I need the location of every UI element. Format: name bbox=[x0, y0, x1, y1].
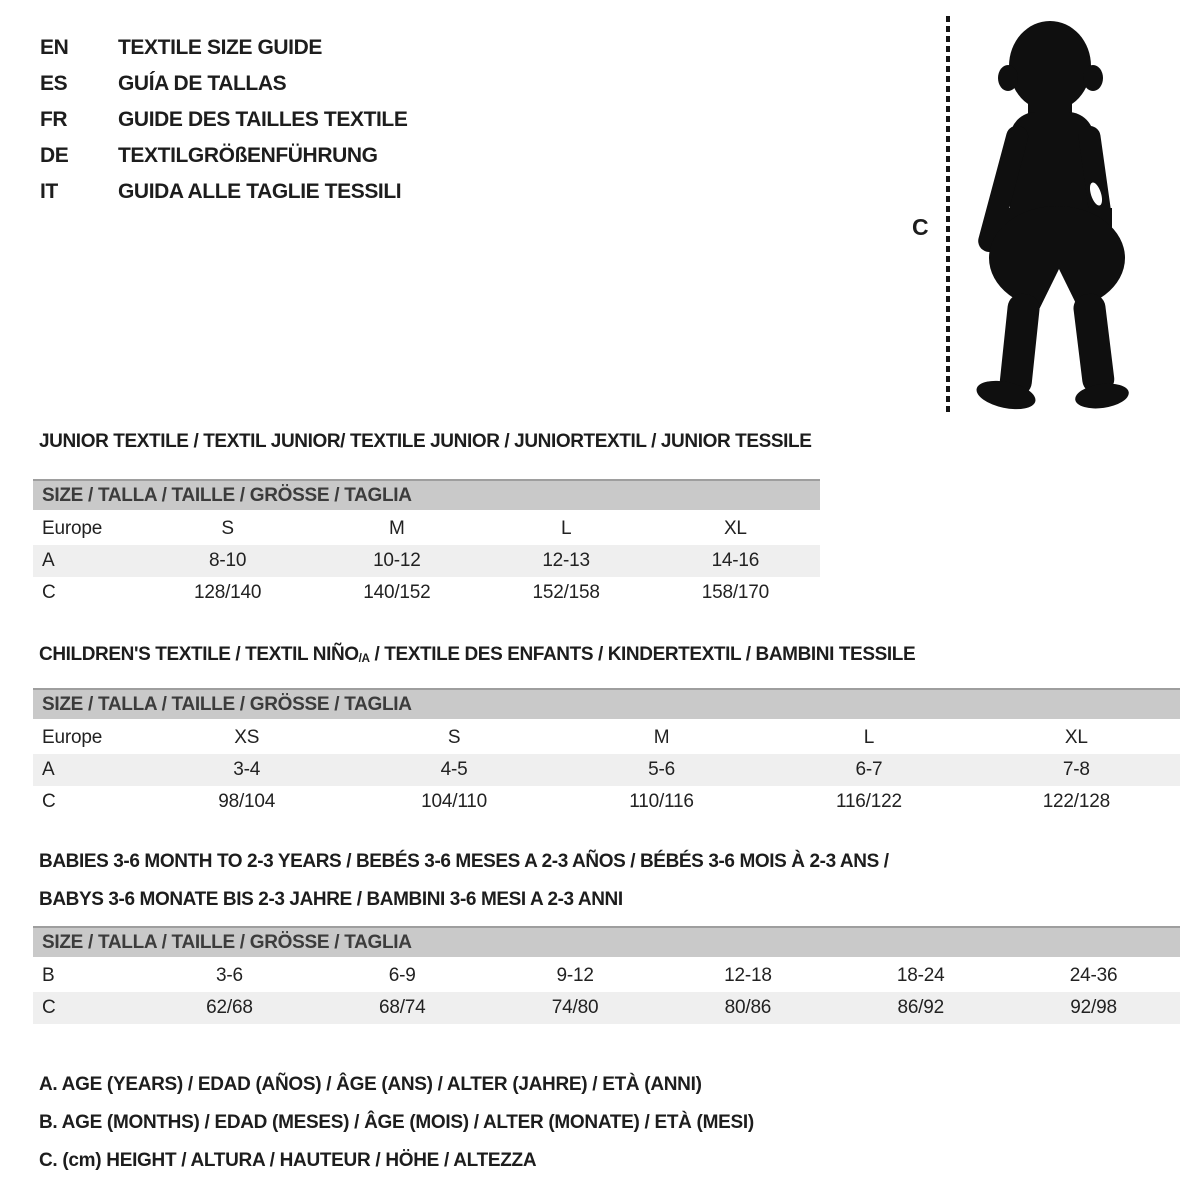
table-cell: 140/152 bbox=[363, 582, 431, 603]
table-cell: 7-8 bbox=[1062, 759, 1090, 780]
babies-title-line-2: BABYS 3-6 MONATE BIS 2-3 JAHRE / BAMBINI 3-6 MESI A 2-3 ANNI bbox=[39, 889, 623, 910]
language-row-en bbox=[40, 30, 407, 66]
guide-title-de: TEXTILGRÖßENFÜHRUNG bbox=[118, 144, 378, 167]
children-size-table bbox=[33, 688, 1180, 818]
table-cell: 80/86 bbox=[724, 997, 772, 1018]
size-column-header: XL bbox=[723, 518, 747, 539]
language-code: EN bbox=[40, 36, 69, 59]
table-cell: 10-12 bbox=[373, 550, 421, 571]
note-age-years: A. AGE (YEARS) / EDAD (AÑOS) / ÂGE (ANS) / ALTER (JAHRE) / ETÀ (ANNI) bbox=[39, 1074, 702, 1095]
children-size-header-bar: SIZE / TALLA / TAILLE / GRÖSSE / TAGLIA bbox=[33, 688, 1180, 719]
table-cell: 18-24 bbox=[896, 965, 945, 986]
junior-section-title: JUNIOR TEXTILE / TEXTIL JUNIOR/ TEXTILE JUNIOR / JUNIORTEXTIL / JUNIOR TESSILE bbox=[39, 431, 812, 452]
guide-title-es: GUÍA DE TALLAS bbox=[118, 72, 287, 95]
table-cell: 104/110 bbox=[421, 791, 488, 812]
babies-age-row bbox=[33, 960, 1180, 992]
size-column-header: S bbox=[221, 518, 234, 539]
babies-section-title bbox=[39, 843, 889, 919]
region-label: Europe bbox=[42, 518, 103, 539]
table-cell: 8-10 bbox=[209, 550, 247, 571]
babies-size-header-bar: SIZE / TALLA / TAILLE / GRÖSSE / TAGLIA bbox=[33, 926, 1180, 957]
junior-size-table bbox=[33, 479, 820, 609]
junior-column-header-row bbox=[33, 513, 820, 545]
children-section-title bbox=[39, 644, 915, 666]
table-cell: 116/122 bbox=[835, 791, 902, 812]
language-row-es bbox=[40, 66, 407, 102]
table-cell: 74/80 bbox=[551, 997, 599, 1018]
table-cell: 68/74 bbox=[378, 997, 426, 1018]
babies-title-line-1: BABIES 3-6 MONTH TO 2-3 YEARS / BEBÉS 3-6 MESES A 2-3 AÑOS / BÉBÉS 3-6 MOIS À 2-3 ANS / bbox=[39, 851, 889, 872]
size-column-header: S bbox=[447, 727, 461, 748]
junior-size-header-bar: SIZE / TALLA / TAILLE / GRÖSSE / TAGLIA bbox=[33, 479, 820, 510]
language-code: DE bbox=[40, 144, 69, 167]
row-label: C bbox=[42, 582, 56, 603]
guide-title-it: GUIDA ALLE TAGLIE TESSILI bbox=[118, 180, 402, 203]
table-cell: 9-12 bbox=[556, 965, 594, 986]
children-title-subscript: /A bbox=[358, 652, 370, 666]
table-cell: 12-13 bbox=[542, 550, 590, 571]
junior-age-row bbox=[33, 545, 820, 577]
toddler-silhouette-icon bbox=[962, 16, 1138, 416]
table-cell: 3-4 bbox=[233, 759, 261, 780]
legend-notes bbox=[39, 1066, 754, 1180]
row-label: C bbox=[42, 791, 56, 812]
table-cell: 3-6 bbox=[215, 965, 243, 986]
table-cell: 14-16 bbox=[711, 550, 760, 571]
table-cell: 6-9 bbox=[388, 965, 416, 986]
guide-title-en: TEXTILE SIZE GUIDE bbox=[118, 36, 322, 59]
junior-height-row bbox=[33, 577, 820, 609]
table-cell: 24-36 bbox=[1069, 965, 1118, 986]
region-label: Europe bbox=[42, 727, 103, 748]
language-code: ES bbox=[40, 72, 68, 95]
row-label: C bbox=[42, 997, 56, 1018]
language-code: IT bbox=[40, 180, 58, 203]
size-column-header: L bbox=[560, 518, 572, 539]
table-cell: 92/98 bbox=[1070, 997, 1117, 1018]
table-cell: 110/116 bbox=[629, 791, 694, 812]
table-cell: 122/128 bbox=[1042, 791, 1110, 812]
note-height-cm: C. (cm) HEIGHT / ALTURA / HAUTEUR / HÖHE / ALTEZZA bbox=[39, 1150, 537, 1171]
size-column-header: M bbox=[389, 518, 405, 539]
children-title-prefix: CHILDREN'S TEXTILE / TEXTIL NIÑO bbox=[39, 644, 359, 665]
size-column-header: M bbox=[653, 727, 670, 748]
table-cell: 128/140 bbox=[193, 582, 262, 603]
table-cell: 12-18 bbox=[724, 965, 772, 986]
row-label: A bbox=[42, 550, 55, 571]
row-label: A bbox=[42, 759, 55, 780]
row-label: B bbox=[42, 965, 55, 986]
table-cell: 86/92 bbox=[897, 997, 944, 1018]
babies-height-row bbox=[33, 992, 1180, 1024]
children-age-row bbox=[33, 754, 1180, 786]
size-column-header: XL bbox=[1064, 727, 1088, 748]
table-cell: 62/68 bbox=[206, 997, 253, 1018]
table-cell: 6-7 bbox=[855, 759, 883, 780]
children-title-suffix: / TEXTILE DES ENFANTS / KINDERTEXTIL / BAMBINI TESSILE bbox=[369, 644, 916, 665]
table-cell: 152/158 bbox=[532, 582, 600, 603]
babies-size-table bbox=[33, 926, 1180, 1024]
guide-title-fr: GUIDE DES TAILLES TEXTILE bbox=[118, 108, 408, 131]
children-column-header-row bbox=[33, 722, 1180, 754]
table-cell: 5-6 bbox=[648, 759, 675, 780]
size-column-header: L bbox=[863, 727, 875, 748]
height-measure-line bbox=[946, 16, 950, 416]
table-cell: 158/170 bbox=[701, 582, 770, 603]
language-title-block bbox=[40, 30, 407, 210]
language-row-de bbox=[40, 138, 407, 174]
height-measure-label: C bbox=[912, 214, 929, 240]
children-height-row bbox=[33, 786, 1180, 818]
note-age-months: B. AGE (MONTHS) / EDAD (MESES) / ÂGE (MOIS) / ALTER (MONATE) / ETÀ (MESI) bbox=[39, 1112, 754, 1133]
language-row-fr bbox=[40, 102, 407, 138]
table-cell: 4-5 bbox=[440, 759, 468, 780]
language-code: FR bbox=[40, 108, 68, 131]
size-column-header: XS bbox=[234, 727, 260, 748]
table-cell: 98/104 bbox=[218, 791, 276, 812]
language-row-it bbox=[40, 174, 407, 210]
